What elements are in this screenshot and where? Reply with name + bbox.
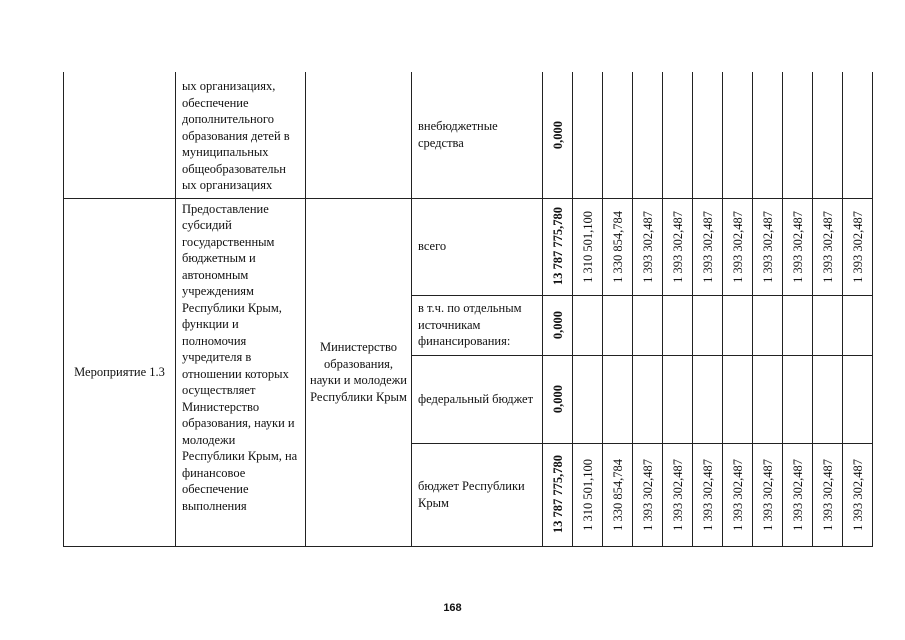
year-cell [693,443,723,546]
year-value: 1 393 302,487 [790,210,805,283]
year-value: 1 310 501,100 [580,210,595,283]
year-cell [813,198,843,295]
year-cell [603,198,633,295]
year-cell [723,295,753,355]
total-value: 0,000 [550,310,565,340]
year-cell [573,355,603,443]
year-cell [753,72,783,198]
year-cell [633,355,663,443]
total-value: 13 787 775,780 [550,455,565,534]
year-cell [633,198,663,295]
year-cell [753,443,783,546]
year-cell [633,72,663,198]
source-cell: всего [412,198,543,295]
year-value: 1 393 302,487 [700,210,715,283]
total-cell [543,443,573,546]
year-cell [693,295,723,355]
year-cell [723,355,753,443]
year-cell [603,295,633,355]
source-cell: в т.ч. по отдельным источникам финансирования: [412,295,543,355]
year-value: 1 330 854,784 [610,210,625,283]
year-cell [663,72,693,198]
year-cell [573,198,603,295]
year-cell [693,355,723,443]
year-cell [753,355,783,443]
year-cell [603,355,633,443]
year-cell [843,443,873,546]
year-cell [663,443,693,546]
year-cell [843,198,873,295]
year-value: 1 393 302,487 [700,458,715,531]
measure-name-cell: ых организациях, обеспечение дополнительного образования детей в муниципальных общеобразовательн ых организациях [176,72,306,198]
total-cell [543,295,573,355]
year-value: 1 393 302,487 [670,458,685,531]
measure-name-cell [176,198,306,546]
year-cell [843,355,873,443]
year-cell [783,443,813,546]
year-cell [573,295,603,355]
year-value: 1 330 854,784 [610,458,625,531]
year-cell [693,198,723,295]
year-cell [663,295,693,355]
year-value: 1 393 302,487 [760,458,775,531]
year-value: 1 393 302,487 [850,458,865,531]
year-cell [843,295,873,355]
total-value: 13 787 775,780 [550,207,565,286]
year-cell [783,72,813,198]
year-cell [633,443,663,546]
year-cell [573,72,603,198]
table-row-total [64,198,873,295]
year-cell [813,72,843,198]
year-cell [753,198,783,295]
year-cell [813,295,843,355]
year-cell [693,72,723,198]
year-value: 1 393 302,487 [760,210,775,283]
year-cell [783,295,813,355]
year-value: 1 393 302,487 [730,458,745,531]
year-value: 1 393 302,487 [850,210,865,283]
measure-name: Предоставление субсидий государственным бюджетным и автономным учреждениям Республики Крым, функции и полномочия учредителя в отношении которых осуществляет Министерство образования, науки и молодежи Республики Крым, на финансовое обеспечение выполнения [182,201,298,513]
year-cell [783,355,813,443]
year-value: 1 393 302,487 [730,210,745,283]
total-value: 0,000 [550,384,565,414]
table-row-extrabudgetary [64,72,873,198]
executor-cell-empty [306,72,412,198]
executor-cell [306,198,412,546]
source-cell: федеральный бюджет [412,355,543,443]
budget-table [63,72,873,547]
total-value: 0,000 [550,120,565,149]
year-cell [723,198,753,295]
year-cell [663,355,693,443]
measure-label: Мероприятие 1.3 [74,364,165,379]
year-cell [723,443,753,546]
page-number: 168 [443,602,462,614]
year-cell [813,443,843,546]
year-value: 1 393 302,487 [670,210,685,283]
year-cell [843,72,873,198]
year-cell [813,355,843,443]
year-cell [783,198,813,295]
year-cell [573,443,603,546]
source-cell: бюджет Республики Крым [412,443,543,546]
year-cell [753,295,783,355]
year-value: 1 393 302,487 [820,458,835,531]
total-cell [543,72,573,198]
total-cell [543,355,573,443]
year-cell [723,72,753,198]
year-value: 1 393 302,487 [640,458,655,531]
year-cell [633,295,663,355]
measure-label-cell [64,198,176,546]
total-cell [543,198,573,295]
year-value: 1 393 302,487 [790,458,805,531]
year-cell [603,443,633,546]
source-cell: внебюджетные средства [412,72,543,198]
year-value: 1 310 501,100 [580,458,595,531]
year-value: 1 393 302,487 [820,210,835,283]
measure-label-cell-empty [64,72,176,198]
year-value: 1 393 302,487 [640,210,655,283]
executor-name: Министерство образования, науки и молодежи Республики Крым [310,340,407,404]
year-cell [603,72,633,198]
year-cell [663,198,693,295]
